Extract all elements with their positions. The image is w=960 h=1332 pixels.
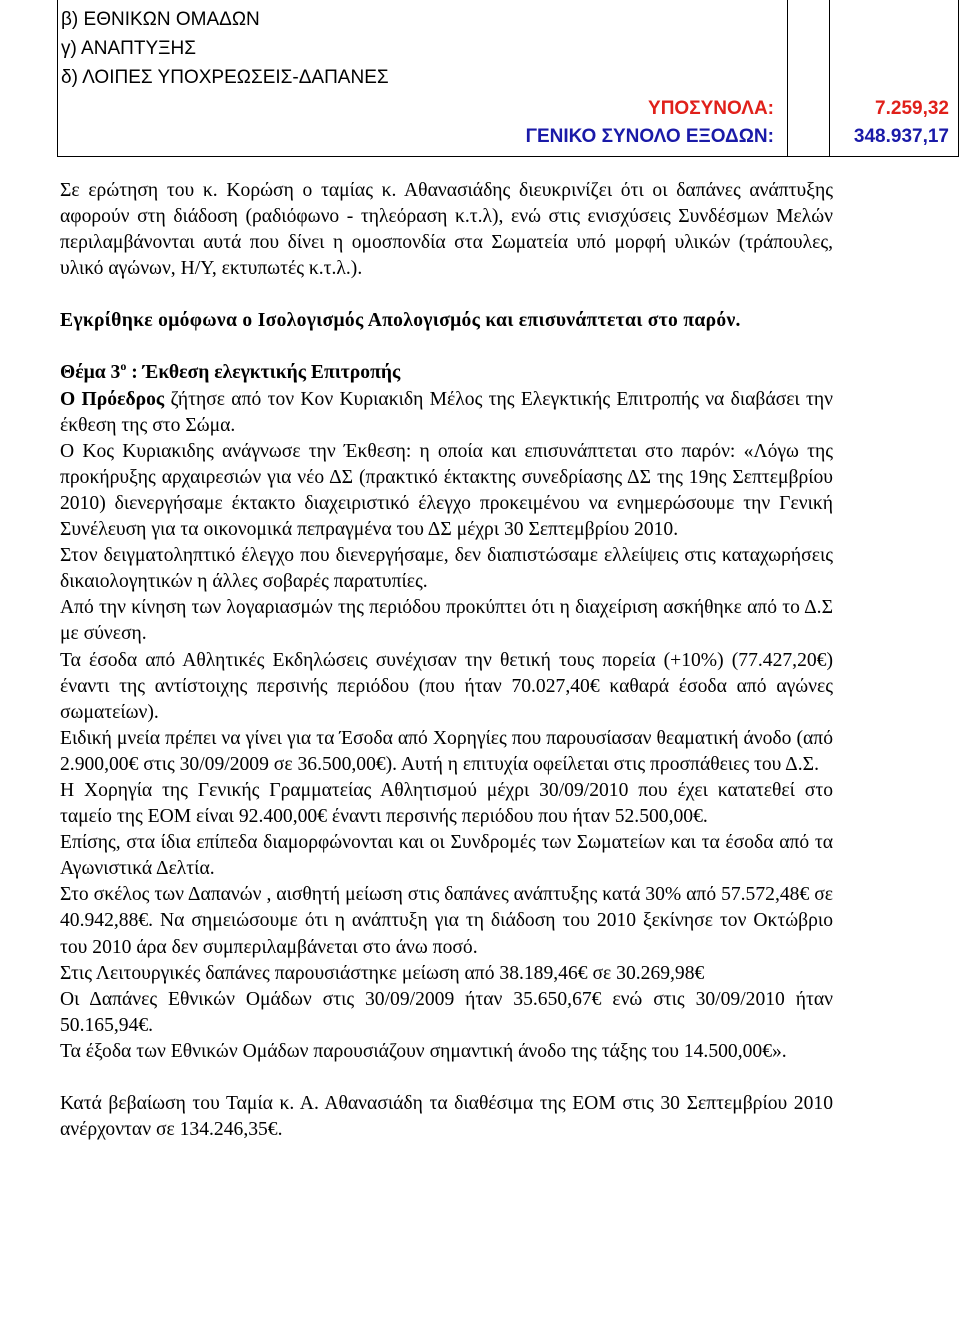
topic-suffix: : Έκθεση ελεγκτικής Επιτροπής (126, 362, 401, 384)
topic-sup: ο (120, 359, 127, 374)
expenses-table (57, 0, 959, 157)
paragraph-clarification: Σε ερώτηση του κ. Κορώση ο ταμίας κ. Αθανασιάδης διευκρινίζει ότι οι δαπάνες ανάπτυξης αφορούν στη διάδοση (ραδιόφωνο - τηλεόραση κ.τ.λ), ενώ στις ενισχύσεις Συνδέσμων Μελών περιλαμβάνονται αυτά που δίνει η ομοσπονδία στα Σωματεία υπό μορφή υλικών (τράπουλες, υλικό αγώνων, Η/Υ, εκτυπωτές κ.τ.λ.). (60, 180, 833, 280)
table-divider-1 (787, 0, 788, 157)
total-value: 348.937,17 (853, 126, 949, 147)
president-paragraph (60, 387, 833, 439)
president-text: ζήτησε από τον Κον Κυριακιδη Μέλος της Ελεγκτικής Επιτροπής να διαβάσει την έκθεση της στο Σώμα. (60, 388, 833, 436)
topic-prefix: Θέμα 3 (60, 362, 121, 384)
report-paragraph: Στις Λειτουργικές δαπάνες παρουσιάστηκε μείωση από 38.189,46€ σε 30.269,98€ (60, 962, 705, 984)
table-border-bottom (57, 156, 959, 157)
report-paragraph: Στο σκέλος των Δαπανών , αισθητή μείωση στις δαπάνες ανάπτυξης κατά 30% από 57.572,48€ σε 40.942,88€. Να σημειώσουμε ότι η ανάπτυξη για τη διάδοση του 2010 ξεκίνησε τον Οκτώβριο του 2010 άρα δεν συμπεριλαμβάνεται στο άνω ποσό. (60, 884, 833, 958)
topic-heading (60, 360, 833, 386)
table-row-other-expenses: δ) ΛΟΙΠΕΣ ΥΠΟΧΡΕΩΣΕΙΣ-ΔΑΠΑΝΕΣ (61, 67, 389, 88)
table-border-right (958, 0, 959, 157)
report-paragraph: Τα έξοδα των Εθνικών Ομάδων παρουσιάζουν σημαντική άνοδο της τάξης του 14.500,00€». (60, 1040, 787, 1062)
table-divider-2 (829, 0, 830, 157)
report-paragraph: Από την κίνηση των λογαριασμών της περιόδου προκύπτει ότι η διαχείριση ασκήθηκε από το Δ.Σ με σύνεση. (60, 597, 833, 645)
total-label: ΓΕΝΙΚΟ ΣΥΝΟΛΟ ΕΞΟΔΩΝ: (525, 126, 774, 147)
table-row-development: γ) ΑΝΑΠΤΥΞΗΣ (61, 38, 196, 59)
report-paragraph: Οι Δαπάνες Εθνικών Ομάδων στις 30/09/2009 ήταν 35.650,67€ ενώ στις 30/09/2010 ήταν 50.165,94€. (60, 988, 833, 1036)
table-row-national-teams: β) ΕΘΝΙΚΩΝ ΟΜΑΔΩΝ (61, 9, 260, 30)
report-paragraph: Στον δειγματοληπτικό έλεγχο που διενεργήσαμε, δεν διαπιστώσαμε ελλείψεις στις καταχωρήσεις δικαιολογητικών η άλλες σοβαρές παρατυπίες. (60, 545, 833, 593)
document-body (60, 178, 833, 1143)
subtotal-value: 7.259,32 (875, 98, 949, 119)
president-label: Ο Πρόεδρος (60, 388, 165, 410)
report-paragraph: Ειδική μνεία πρέπει να γίνει για τα Έσοδα από Χορηγίες που παρουσίασαν θεαματική άνοδο (από 2.900,00€ στις 30/09/2009 σε 36.500,00€). Αυτή η επιτυχία οφείλεται στις προσπάθειες του Δ.Σ. (60, 727, 833, 775)
closing-paragraph: Κατά βεβαίωση του Ταμία κ. Α. Αθανασιάδη τα διαθέσιμα της ΕΟΜ στις 30 Σεπτεμβρίου 2010 ανέρχονταν σε 134.246,35€. (60, 1093, 833, 1141)
table-border-left (57, 0, 58, 157)
report-paragraph: Ο Κος Κυριακιδης ανάγνωσε την Έκθεση: η οποία και επισυνάπτεται στο παρόν: «Λόγω της προκήρυξης αρχαιρεσιών για νέο ΔΣ (πρακτικό έκτακτης συνεδρίασης ΔΣ της 19ης Σεπτεμβρίου 2010) διενεργήσαμε έκτακτο διαχειριστικό έλεγχο προκειμένου να ενημερώσουμε την Γενική Συνέλευση για τα οικονομικά πεπραγμένα του ΔΣ μέχρι 30 Σεπτεμβρίου 2010. (60, 440, 833, 541)
report-paragraph: Τα έσοδα από Αθλητικές Εκδηλώσεις συνέχισαν την θετική τους πορεία (+10%) (77.427,20€) έναντι της αντίστοιχης περσινής περιόδου (που ήταν 70.027,40€ καθαρά έσοδα από αγώνες σωματείων). (60, 649, 833, 723)
subtotal-label: ΥΠΟΣΥΝΟΛΑ: (648, 98, 774, 119)
report-paragraph: Επίσης, στα ίδια επίπεδα διαμορφώνονται και οι Συνδρομές των Σωματείων και τα έσοδα από τα Αγωνιστικά Δελτία. (60, 832, 833, 880)
approval-statement: Εγκρίθηκε ομόφωνα ο Ισολογισμός Απολογισμός και επισυνάπτεται στο παρόν. (60, 310, 741, 332)
report-paragraph: Η Χορηγία της Γενικής Γραμματείας Αθλητισμού μέχρι 30/09/2010 που έχει κατατεθεί στο ταμείο της ΕΟΜ είναι 92.400,00€ έναντι περσινής περιόδου που ήταν 52.500,00€. (60, 779, 833, 828)
